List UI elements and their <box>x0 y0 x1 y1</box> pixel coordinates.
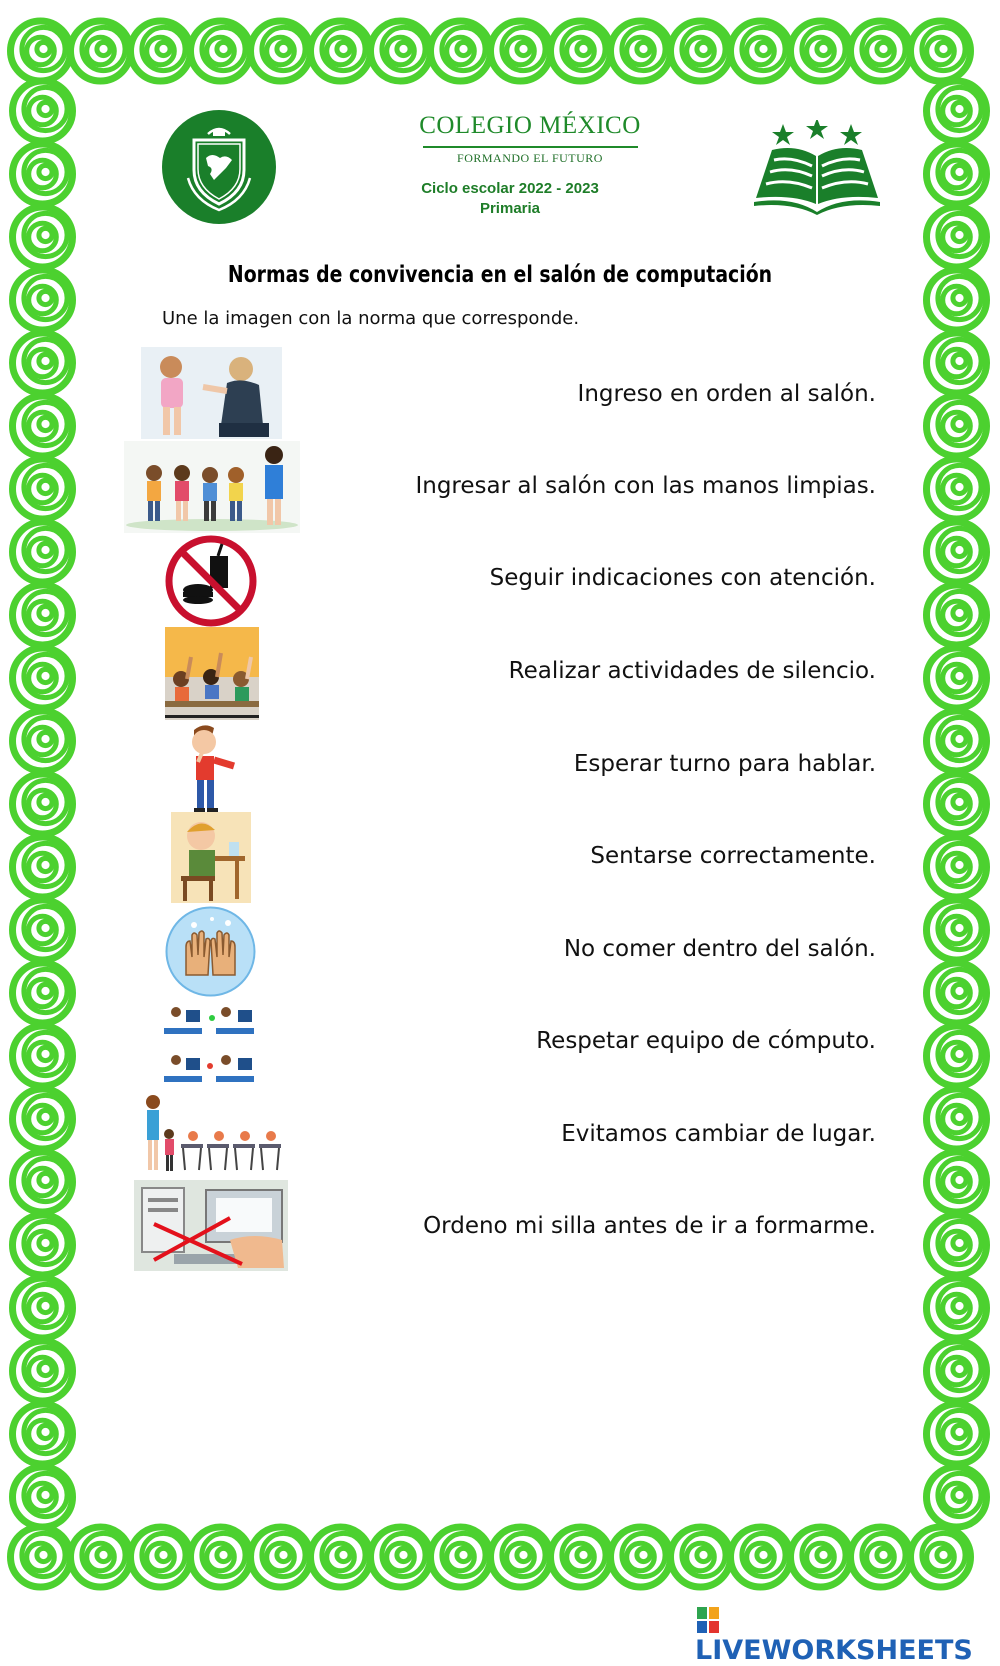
border-swirl <box>927 1026 987 1086</box>
border-swirl <box>13 1215 73 1275</box>
border-swirl <box>927 1215 987 1275</box>
border-swirl <box>491 21 551 81</box>
border-swirl <box>13 963 73 1023</box>
teacher-scolding-child-image <box>141 347 282 439</box>
border-swirl <box>191 1527 251 1587</box>
border-swirl <box>927 1404 987 1464</box>
border-swirl <box>431 21 491 81</box>
border-swirl <box>13 711 73 771</box>
border-swirl <box>13 396 73 456</box>
border-swirl <box>927 81 987 141</box>
border-swirl <box>927 837 987 897</box>
border-swirl <box>927 270 987 330</box>
border-swirl <box>927 1089 987 1149</box>
norm-5: Esperar turno para hablar. <box>573 751 876 777</box>
do-not-touch-computer-image <box>134 1180 288 1271</box>
school-level: Primaria <box>479 200 541 217</box>
border-swirl <box>927 711 987 771</box>
border-swirl <box>927 207 987 267</box>
border-swirl <box>927 459 987 519</box>
border-swirl <box>13 1152 73 1212</box>
border-swirl <box>251 21 311 81</box>
border-swirl <box>13 837 73 897</box>
border-swirl <box>371 21 431 81</box>
border-swirl <box>13 1404 73 1464</box>
students-at-computers-image <box>160 1000 260 1090</box>
border-swirl <box>13 648 73 708</box>
liveworksheets-brand: LIVEWORKSHEETS <box>695 1635 973 1666</box>
norm-2: Ingresar al salón con las manos limpias. <box>415 473 876 499</box>
border-swirl <box>13 333 73 393</box>
norm-3: Seguir indicaciones con atención. <box>489 565 876 591</box>
border-swirl <box>611 1527 671 1587</box>
border-swirl <box>927 585 987 645</box>
border-swirl <box>927 900 987 960</box>
border-swirl <box>611 21 671 81</box>
school-year: Ciclo escolar 2022 - 2023 <box>421 180 599 197</box>
border-swirl <box>311 21 371 81</box>
border-swirl <box>731 1527 791 1587</box>
border-swirl <box>927 144 987 204</box>
children-in-line-image <box>124 441 300 533</box>
border-swirl <box>13 1026 73 1086</box>
border-swirl <box>13 81 73 141</box>
border-swirl <box>851 1527 911 1587</box>
border-swirl <box>927 1152 987 1212</box>
border-swirl <box>13 1467 73 1527</box>
school-name-underline <box>423 146 638 148</box>
border-swirl <box>311 1527 371 1587</box>
border-swirl <box>13 144 73 204</box>
boy-silence-gesture-image <box>180 722 240 814</box>
border-swirl <box>927 963 987 1023</box>
school-motto: FORMANDO EL FUTURO <box>457 151 603 165</box>
worksheet-title: Normas de convivencia en el salón de computación <box>227 262 773 288</box>
norm-7: No comer dentro del salón. <box>563 936 876 962</box>
border-swirl <box>491 1527 551 1587</box>
border-swirl <box>131 1527 191 1587</box>
border-swirl <box>911 1527 971 1587</box>
border-swirl <box>927 1278 987 1338</box>
border-swirl <box>431 1527 491 1587</box>
teacher-and-seated-children-image <box>141 1092 289 1176</box>
border-swirl <box>851 21 911 81</box>
border-swirl <box>13 900 73 960</box>
border-swirl <box>13 522 73 582</box>
border-swirl <box>131 21 191 81</box>
school-crest-logo <box>160 108 278 226</box>
students-raising-hands-image <box>165 627 259 720</box>
border-swirl <box>13 1278 73 1338</box>
border-swirl <box>13 774 73 834</box>
worksheet-instruction: Une la imagen con la norma que corresponde. <box>162 308 580 329</box>
clean-hands-image <box>164 905 257 998</box>
border-swirl <box>251 1527 311 1587</box>
norm-6: Sentarse correctamente. <box>590 843 876 869</box>
border-swirl <box>11 1527 71 1587</box>
norm-9: Evitamos cambiar de lugar. <box>561 1121 876 1147</box>
border-swirl <box>927 648 987 708</box>
border-swirl <box>791 21 851 81</box>
norm-4: Realizar actividades de silencio. <box>508 658 876 684</box>
border-swirl <box>13 270 73 330</box>
no-food-drink-sign-image <box>164 534 258 628</box>
norm-1: Ingreso en orden al salón. <box>577 381 876 407</box>
border-swirl <box>13 1341 73 1401</box>
border-swirl <box>927 774 987 834</box>
border-swirl <box>191 21 251 81</box>
child-sitting-at-desk-image <box>171 812 251 903</box>
border-swirl <box>371 1527 431 1587</box>
border-swirl <box>551 1527 611 1587</box>
border-swirl <box>13 1089 73 1149</box>
border-swirl <box>671 1527 731 1587</box>
norm-8: Respetar equipo de cómputo. <box>536 1028 876 1054</box>
border-swirl <box>671 21 731 81</box>
border-swirl <box>13 585 73 645</box>
norm-10: Ordeno mi silla antes de ir a formarme. <box>423 1213 876 1239</box>
border-swirl <box>13 207 73 267</box>
open-book-stars-logo <box>752 120 882 215</box>
border-swirl <box>911 21 971 81</box>
border-swirl <box>551 21 611 81</box>
border-swirl <box>13 459 73 519</box>
border-swirl <box>927 1341 987 1401</box>
border-swirl <box>71 1527 131 1587</box>
border-swirl <box>11 21 71 81</box>
school-name: COLEGIO MÉXICO <box>419 112 641 139</box>
border-swirl <box>71 21 131 81</box>
border-swirl <box>791 1527 851 1587</box>
border-swirl <box>927 396 987 456</box>
border-swirl <box>731 21 791 81</box>
border-swirl <box>927 1467 987 1527</box>
border-swirl <box>927 333 987 393</box>
border-swirl <box>927 522 987 582</box>
school-cycle <box>380 179 640 219</box>
